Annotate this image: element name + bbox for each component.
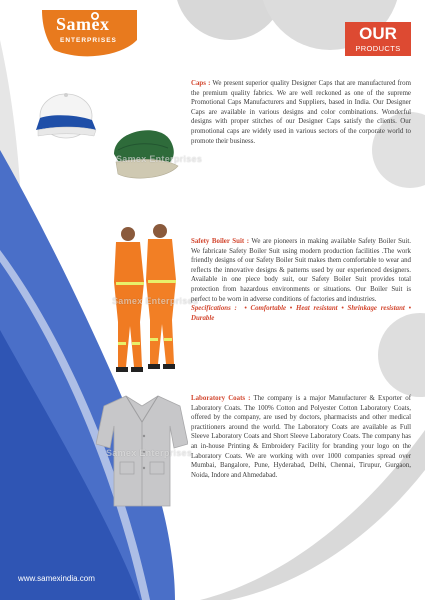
boiler-suit-title: Safety Boiler Suit : [191,238,249,245]
our-products-badge [345,22,411,56]
caps-title: Caps : [191,80,211,87]
lab-coat-body: The company is a major Manufacturer & Exporter of Laboratory Coats. The 100% Cotton and Polyester Cotton Laboratory Coats, offered by the company, are used by doctors, pharmacists and other medical practitioners around the world. The Laboratory Coats are available as Full Sleeve Laboratory Coats and Short Sleeve Laboratory Coats. The company has an in-house Printing & Embroidery Facility for branding your logo on the Laboratory Coats. We are working with over 1000 companies spread over Mumbai, Bangalore, Pune, Hyderabad, Delhi, Chennai, Tirupur, Gurgaon, Noida, Indore and Ahmedabad. [191,395,411,479]
boiler-suit-description [191,237,411,323]
watermark-boiler-suit: Samex Enterprises [112,296,199,306]
badge-main-text: OUR [359,24,397,43]
white-cap-image [30,86,100,148]
boiler-suit-body: We are pioneers in making available Safety Boiler Suit. We fabricate Safety Boiler Suit using modern production facilities .The work friendly designs of our Safety Boiler Suit makes them comfortable to wear and reflects the innovative designs & patterns used by our experienced designers. Available in one piece body suit, our Safety Boiler Suit provides total protection from hazardous environments or situations. Our Boiler Suit is perfect to be worn in adverse conditions of factories and industries. [191,238,411,303]
watermark-caps: Samex Enterprises [116,154,203,164]
brand-name: Samex [56,14,110,34]
green-cap-image [104,120,182,186]
boiler-suit-specifications: Specifications : • Comfortable • Heat resistant • Shrinkage resistant • Durable [191,305,411,322]
lab-coat-title: Laboratory Coats : [191,395,251,402]
brand-subtitle: ENTERPRISES [60,37,117,44]
lab-coat-description [191,394,411,480]
caps-body: We present superior quality Designer Caps that are manufactured from the premium quality fabrics. We are well reckoned as one of the supreme Promotional Caps Manufacturers and Suppliers, based in India. Our Designer Caps are available in various designs and color combinations. Wonderful designs with proper stitches of our Designer Caps satisfy the clients. Our promotional caps are widely used in various sectors of the corporate world to promote their business. [191,80,411,145]
badge-sub-text: PRODUCTS [355,44,401,53]
gray-circle-mid-right [378,313,425,397]
caps-description [191,79,411,146]
website-url[interactable]: www.samexindia.com [18,574,95,583]
watermark-lab-coat: Samex Enterprises [106,448,193,458]
